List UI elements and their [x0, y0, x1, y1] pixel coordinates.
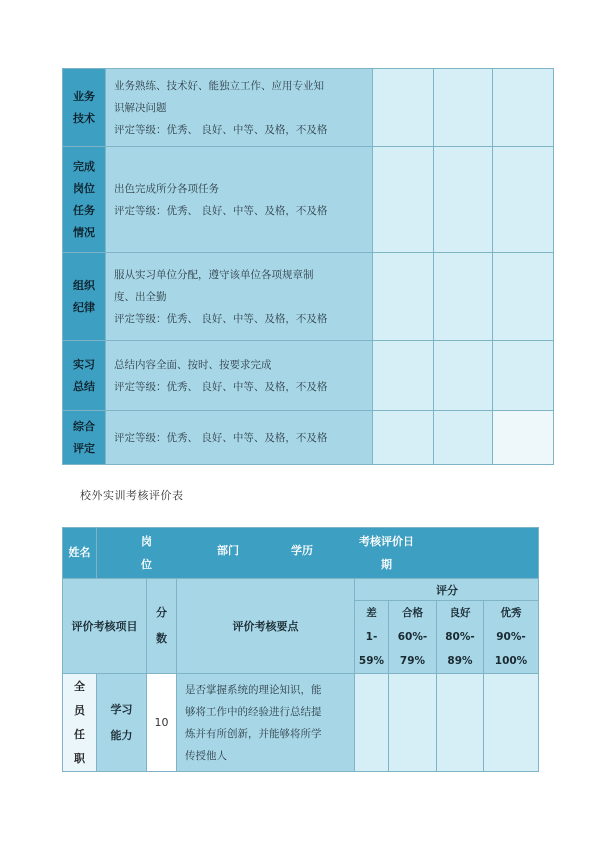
table-row: [63, 674, 539, 772]
keypoints-cell: 是否掌握系统的理论知识，能 够将工作中的经验进行总结提 炼并有所创新，并能够将所学 传授他人: [177, 674, 355, 772]
row-description: [106, 411, 373, 465]
points-header: 分 数: [147, 579, 177, 674]
row-description: 出色完成所分各项任务 评定等级：优秀、 良好、中等、及格，不及格: [106, 147, 373, 253]
row-description: 服从实习单位分配，遵守该单位各项规章制 度、出全勤 评定等级：优秀、 良好、中等、及格，不及格: [106, 253, 373, 341]
grade-pass: 合格 60%- 79%: [389, 601, 437, 674]
info-header: [63, 528, 539, 579]
table-row: [63, 147, 554, 253]
table-row: [63, 69, 554, 147]
rating-text: 评定等级：优秀、 良好、中等、及格，不及格: [114, 204, 328, 217]
grade-poor: 差 1- 59%: [355, 601, 389, 674]
score-cell[interactable]: [434, 411, 493, 465]
score-cell[interactable]: [434, 147, 493, 253]
score-cell[interactable]: [493, 147, 554, 253]
score-cell[interactable]: [373, 253, 434, 341]
row-label: 实习 总结: [63, 341, 106, 411]
score-cell[interactable]: [493, 411, 554, 465]
grade-excellent: 优秀 90%- 100%: [484, 601, 539, 674]
points-cell: 10: [147, 674, 177, 772]
assessment-table-2: [62, 527, 539, 772]
table-caption: 校外实训考核评价表: [80, 489, 184, 502]
table-row: [63, 341, 554, 411]
row-description: 总结内容全面、按时、按要求完成 评定等级：优秀、 良好、中等、及格，不及格: [106, 341, 373, 411]
name-label: 姓名: [63, 528, 97, 578]
table-row: [63, 411, 554, 465]
rating-text: 评定等级：优秀、 良好、中等、及格，不及格: [114, 380, 328, 393]
score-cell[interactable]: [484, 674, 539, 772]
rating-text: 评定等级：优秀、 良好、中等、及格，不及格: [114, 123, 328, 136]
row-label: 综合 评定: [63, 411, 106, 465]
score-cell[interactable]: [434, 341, 493, 411]
item-header: 评价考核项目: [63, 579, 147, 674]
score-cell[interactable]: [493, 69, 554, 147]
score-cell[interactable]: [437, 674, 484, 772]
item-cell: 学习 能力: [97, 674, 147, 772]
rating-text: 评定等级：优秀、 良好、中等、及格，不及格: [114, 312, 328, 325]
keypoints-header: 评价考核要点: [177, 579, 355, 674]
grade-good: 良好 80%- 89%: [437, 601, 484, 674]
score-cell[interactable]: [373, 147, 434, 253]
category-cell: 全 员 任 职: [63, 674, 97, 772]
score-header: 评分: [355, 579, 539, 601]
row-label: 完成 岗位 任务 情况: [63, 147, 106, 253]
score-cell[interactable]: [373, 341, 434, 411]
assessment-table-1: [62, 68, 554, 465]
department-label: 部门: [217, 544, 239, 557]
criteria-header-row: [63, 579, 539, 601]
date-label: 考核评价日 期: [359, 535, 414, 571]
rating-text: 评定等级：优秀、 良好、中等、及格，不及格: [114, 431, 328, 444]
score-cell[interactable]: [493, 341, 554, 411]
score-cell[interactable]: [373, 69, 434, 147]
score-cell[interactable]: [355, 674, 389, 772]
row-label: 组织 纪律: [63, 253, 106, 341]
score-cell[interactable]: [373, 411, 434, 465]
row-label: 业务 技术: [63, 69, 106, 147]
score-cell[interactable]: [493, 253, 554, 341]
table-row: [63, 253, 554, 341]
education-label: 学历: [291, 544, 313, 557]
score-cell[interactable]: [389, 674, 437, 772]
score-cell[interactable]: [434, 69, 493, 147]
post-label: 岗 位: [141, 535, 152, 571]
info-header-row: [63, 528, 539, 579]
score-cell[interactable]: [434, 253, 493, 341]
row-description: 业务熟练、技术好、能独立工作、应用专业知 识解决问题 评定等级：优秀、 良好、中等、及格，不及格: [106, 69, 373, 147]
